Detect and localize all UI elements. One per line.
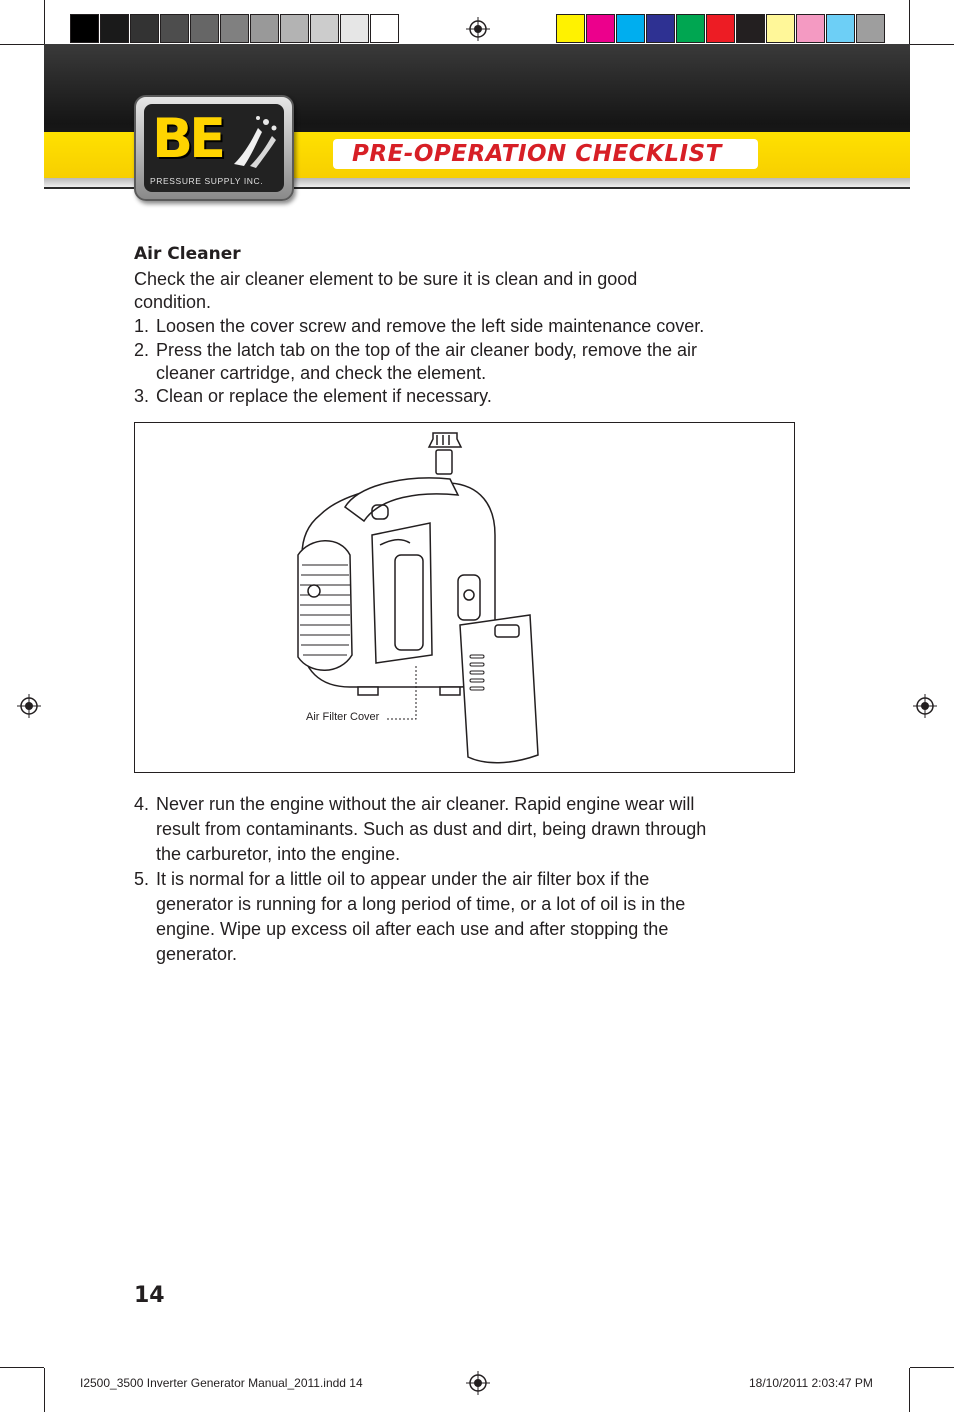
color-swatch [616, 14, 645, 43]
step-number: 4. [134, 794, 150, 814]
section-heading: Air Cleaner [134, 244, 241, 264]
registration-mark-icon [913, 694, 937, 718]
splash-icon [230, 114, 280, 170]
step-number: 1. [134, 316, 150, 336]
step-text: result from contaminants. Such as dust and dirt, being drawn through [156, 819, 707, 839]
list-item [134, 315, 704, 338]
color-swatch [766, 14, 795, 43]
color-swatch [370, 14, 399, 43]
color-swatch [676, 14, 705, 43]
step-text: generator. [156, 944, 238, 964]
color-swatch [190, 14, 219, 43]
registration-mark-icon [17, 694, 41, 718]
step-text: Clean or replace the element if necessary. [156, 386, 492, 406]
color-swatch [70, 14, 99, 43]
color-swatch [250, 14, 279, 43]
color-swatch [856, 14, 885, 43]
step-text: It is normal for a little oil to appear under the air filter box if the [156, 869, 650, 889]
list-item [134, 339, 697, 385]
step-text: Loosen the cover screw and remove the left side maintenance cover. [156, 316, 705, 336]
intro-line: Check the air cleaner element to be sure it is clean and in good [134, 269, 638, 289]
color-swatch [796, 14, 825, 43]
step-number: 5. [134, 869, 150, 889]
registration-mark-icon [466, 1371, 490, 1395]
step-text: cleaner cartridge, and check the element. [156, 363, 487, 383]
color-swatch [340, 14, 369, 43]
color-swatch [310, 14, 339, 43]
logo-subtitle: PRESSURE SUPPLY INC. [150, 176, 264, 186]
color-swatch [646, 14, 675, 43]
step-number: 2. [134, 340, 150, 360]
registration-mark-icon [466, 17, 490, 41]
color-swatch [280, 14, 309, 43]
logo-badge [144, 104, 284, 192]
step-text: Never run the engine without the air cleaner. Rapid engine wear will [156, 794, 695, 814]
step-text: engine. Wipe up excess oil after each use and after stopping the [156, 919, 669, 939]
logo-letters: BE [152, 107, 223, 170]
color-swatch [736, 14, 765, 43]
step-number: 3. [134, 386, 150, 406]
color-swatch [706, 14, 735, 43]
color-swatch [220, 14, 249, 43]
step-text: the carburetor, into the engine. [156, 844, 401, 864]
list-item [134, 385, 492, 408]
color-swatch [130, 14, 159, 43]
footer-timestamp: 18/10/2011 2:03:47 PM [749, 1376, 873, 1390]
color-swatch [586, 14, 615, 43]
color-swatch [556, 14, 585, 43]
list-item [134, 792, 706, 867]
color-swatch [826, 14, 855, 43]
page-number: 14 [134, 1283, 165, 1308]
color-swatch [100, 14, 129, 43]
list-item [134, 867, 685, 967]
company-logo [134, 95, 294, 201]
step-text: Press the latch tab on the top of the air cleaner body, remove the air [156, 340, 697, 360]
footer-file-name: I2500_3500 Inverter Generator Manual_2011.indd 14 [80, 1376, 363, 1390]
intro-line: condition. [134, 292, 212, 312]
color-swatch [160, 14, 189, 43]
figure-caption: Air Filter Cover [306, 711, 380, 723]
step-text: generator is running for a long period of time, or a lot of oil is in the [156, 894, 686, 914]
section-title: PRE-OPERATION CHECKLIST [352, 141, 722, 167]
